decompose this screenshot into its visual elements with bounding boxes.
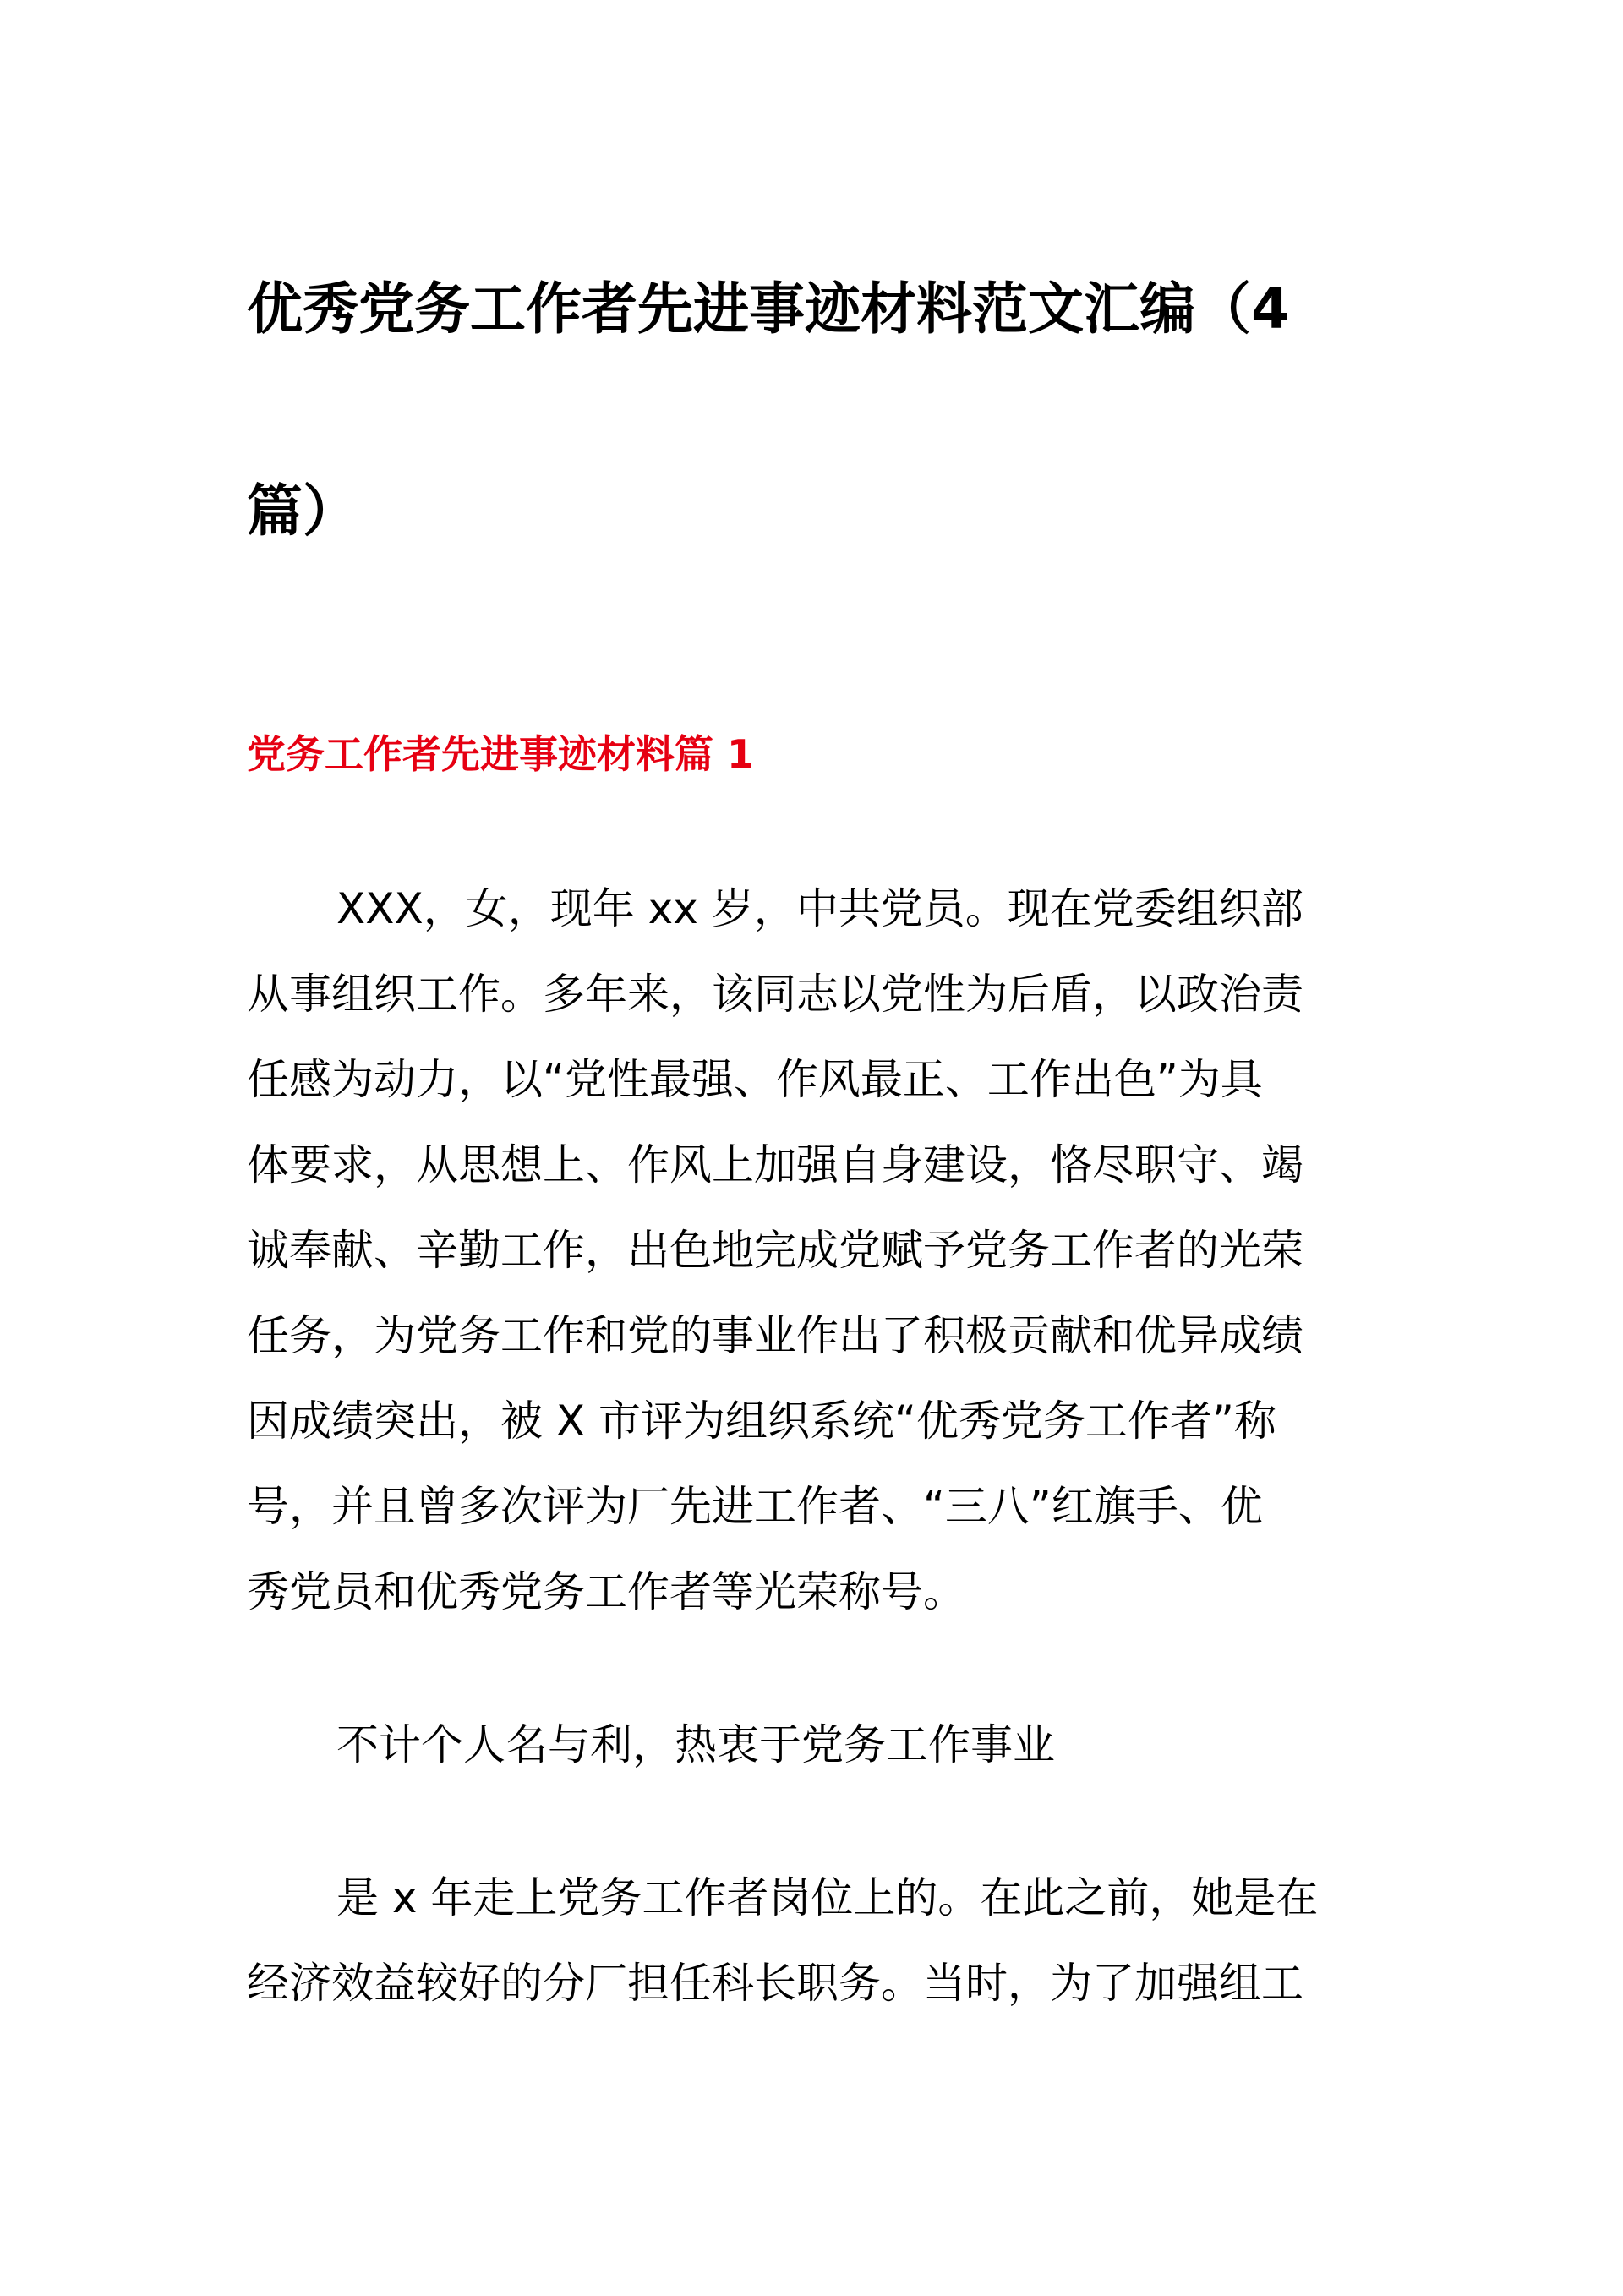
subheading: 不计个人名与利，热衷于党务工作事业 bbox=[336, 1720, 1055, 1769]
document-title-line-2: 篇） bbox=[247, 478, 358, 544]
paragraph-1-line-9: 秀党员和优秀党务工作者等光荣称号。 bbox=[247, 1567, 965, 1616]
paragraph-1-line-7: 因成绩突出，被 X 市评为组织系统“优秀党务工作者”称 bbox=[247, 1397, 1276, 1446]
paragraph-2-line-1: 是 x 年走上党务工作者岗位上的。在此之前，她是在 bbox=[336, 1873, 1319, 1922]
document-title-line-1: 优秀党务工作者先进事迹材料范文汇编（4 bbox=[247, 276, 1290, 342]
paragraph-1-line-2: 从事组织工作。多年来，该同志以党性为后盾，以政治责 bbox=[247, 970, 1303, 1019]
paragraph-2-line-2: 经济效益较好的分厂担任科长职务。当时，为了加强组工 bbox=[247, 1959, 1303, 2008]
paragraph-1-line-3: 任感为动力，以“党性最强、作风最正、工作出色”为具 bbox=[247, 1055, 1263, 1104]
paragraph-1-line-8: 号，并且曾多次评为厂先进工作者、“三八”红旗手、优 bbox=[247, 1482, 1263, 1531]
paragraph-1-line-5: 诚奉献、辛勤工作，出色地完成党赋予党务工作者的光荣 bbox=[247, 1226, 1303, 1275]
paragraph-1-line-1: XXX，女，现年 xx 岁，中共党员。现在党委组织部 bbox=[336, 884, 1303, 933]
paragraph-1-line-4: 体要求，从思想上、作风上加强自身建设，恪尽职守、竭 bbox=[247, 1140, 1303, 1189]
paragraph-1-line-6: 任务，为党务工作和党的事业作出了积极贡献和优异成绩 bbox=[247, 1311, 1303, 1360]
section-heading: 党务工作者先进事迹材料篇 1 bbox=[247, 731, 755, 777]
